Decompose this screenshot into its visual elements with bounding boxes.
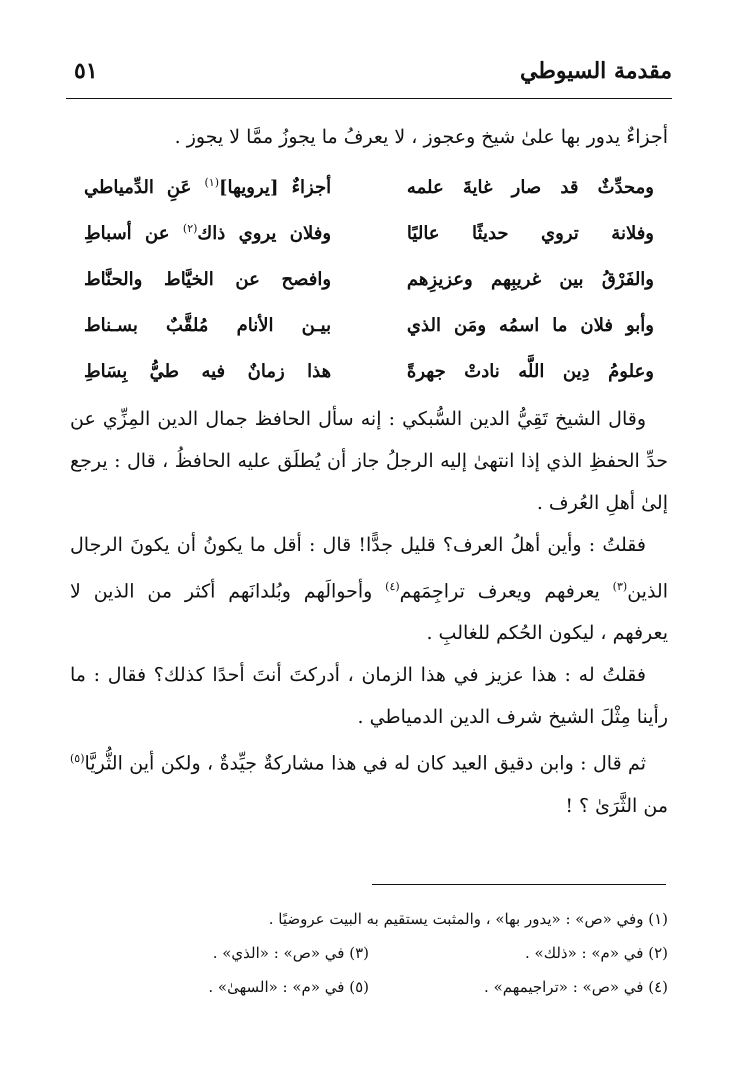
footnote-ref-5: (٥): [70, 752, 85, 766]
footnote-rule: [372, 884, 666, 885]
paragraph-3: فقلتُ له : هذا عزيز في هذا الزمان ، أدركتَ أنتَ أحدًا كذلك؟ فقال : ما رأينا مِثْلَ الشيخ شرف الدين الدمياطي .: [70, 664, 668, 729]
header-rule: [66, 98, 672, 99]
verse-5-first-hemistich: وعلومُ دِين اللَّه نادتْ جهرةً: [406, 360, 654, 382]
footnote-line-2: [70, 936, 668, 970]
footnote-ref-4: (٤): [385, 580, 400, 593]
verse-2-first-hemistich: وفلانة تروي حديثًا عاليًا: [406, 222, 654, 244]
verse-1-first-hemistich: ومحدِّثٌ قد صار غايةَ علمه: [406, 176, 654, 198]
footnote-ref-1: (١): [204, 176, 219, 189]
poem: [70, 164, 668, 394]
verse-3-second-hemistich: وافصح عن الخيَّاط والحنَّاط: [84, 268, 332, 290]
footnote-3: (٣) في «ص» : «الذي» .: [212, 944, 369, 962]
verse-2-second-hemistich: [70, 222, 345, 244]
verse-2-second-b: عن أسباطِ: [84, 223, 183, 244]
verse-1-second-b: عَنِ الدِّمياطي: [84, 177, 205, 198]
footnote-1: (١) وفي «ص» : «يدور بها» ، والمثبت يستقيم به البيت عروضيًا .: [268, 910, 668, 928]
footnote-2: (٢) في «م» : «ذلك» .: [525, 944, 668, 962]
paragraph-2: [70, 524, 668, 654]
footnote-line-1: [70, 902, 668, 936]
verse-2-second-a: وفلان يروي ذاك: [197, 223, 332, 244]
verse-1-second-hemistich: [70, 176, 345, 198]
verse-4-first-hemistich: وأبو فلان ما اسمُه ومَن الذي: [406, 314, 654, 336]
footnote-5: (٥) في «م» : «السهىٰ» .: [208, 978, 369, 996]
paragraph-4-part-a: ثم قال : وابن دقيق العيد كان له في هذا مشاركةٌ جيِّدةٌ ، ولكن أين الثُّريَّا: [84, 752, 646, 775]
footnote-4: (٤) في «ص» : «تراجيمهم» .: [484, 978, 668, 996]
verse-3: [70, 256, 668, 302]
footnotes: [70, 902, 668, 1004]
paragraph-2-part-b: يعرفهم ويعرف تراجِمَهم: [399, 580, 613, 603]
intro-line: أجزاءٌ يدور بها علىٰ شيخ وعجوز ، لا يعرفُ ما يجوزُ ممَّا لا يجوز .: [174, 126, 668, 148]
page-body: [70, 116, 668, 827]
verse-4-second-hemistich: بيـن الأنام مُلقَّبٌ بسـناط: [84, 314, 332, 336]
running-title: مقدمة السيوطي: [520, 58, 672, 84]
paragraph-2-part-a: فقلتُ : وأين أهلُ العرف؟ قليل جدًّا! قال : أقل ما يكونُ أن يكونَ الرجال الذين: [70, 534, 668, 603]
paragraph-2-part-c: وأحوالَهم وبُلدانَهم أكثر من الذين لا يعرفهم ، ليكون الحُكم للغالبِ .: [70, 580, 668, 645]
page-number: ٥١: [74, 58, 98, 84]
paragraph-4: [70, 738, 668, 826]
footnote-line-3: [70, 970, 668, 1004]
verse-5: [70, 348, 668, 394]
page-header: [66, 58, 672, 94]
verse-3-first-hemistich: والفَرْقُ بين غريبِهم وعزيزِهم: [406, 268, 654, 290]
verse-5-second-hemistich: هذا زمانٌ فيه طيُّ بِسَاطِ: [84, 360, 332, 382]
footnote-ref-2: (٢): [182, 222, 198, 235]
paragraph-1: وقال الشيخ تَقِيُّ الدين السُّبكي : إنه سأل الحافظ جمال الدين المِزِّي عن حدِّ الحفظِ الذي إذا انتهىٰ إليه الرجلُ جاز أن يُطلَق عليه الحافظُ ، قال : يرجع إلىٰ أهلِ العُرف .: [70, 408, 668, 514]
paragraph-4-part-b: من الثَّرَىٰ ؟ !: [565, 794, 668, 817]
verse-2: [70, 210, 668, 256]
verse-1: [70, 164, 668, 210]
verse-1-second-a: أجزاءٌ [يرويها]: [219, 177, 332, 198]
verse-4: [70, 302, 668, 348]
footnote-ref-3: (٣): [612, 580, 628, 593]
